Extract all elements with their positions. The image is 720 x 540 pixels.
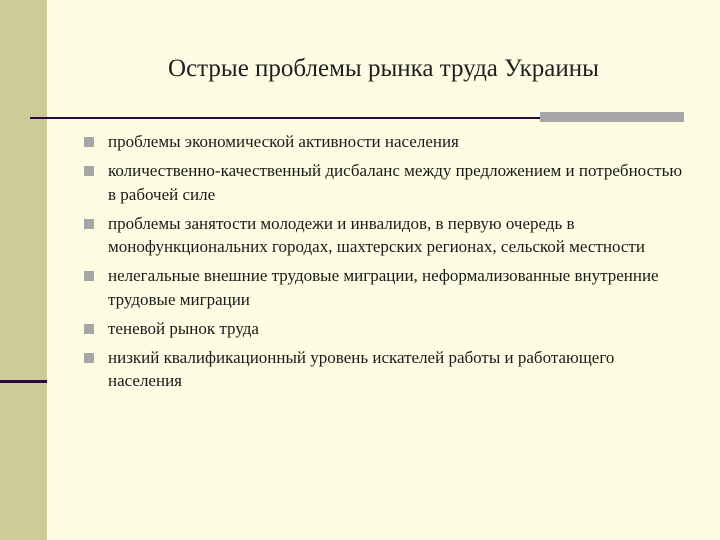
square-bullet-icon xyxy=(84,219,94,229)
square-bullet-icon xyxy=(84,166,94,176)
list-item xyxy=(84,159,684,206)
square-bullet-icon xyxy=(84,324,94,334)
list-item xyxy=(84,130,684,154)
bullet-text: количественно-качественный дисбаланс между предложением и потребностью в рабочей силе xyxy=(108,161,683,204)
square-bullet-icon xyxy=(84,137,94,147)
title-divider-accent xyxy=(540,112,684,122)
bullet-text: нелегальные внешние трудовые миграции, неформализованные внутренние трудовые миграции xyxy=(108,266,659,309)
list-item xyxy=(84,346,684,393)
bullet-list xyxy=(84,130,684,398)
bullet-text: теневой рынок труда xyxy=(108,318,259,338)
square-bullet-icon xyxy=(84,271,94,281)
list-item xyxy=(84,264,684,311)
square-bullet-icon xyxy=(84,353,94,363)
list-item xyxy=(84,317,684,341)
bullet-text: низкий квалификационный уровень искателей работы и работающего населения xyxy=(108,347,615,390)
side-band xyxy=(0,0,47,540)
bullet-text: проблемы занятости молодежи и инвалидов, в первую очередь в монофункциональних городах, шахтерских регионах, сельской местности xyxy=(108,213,645,256)
bullet-text: проблемы экономической активности населения xyxy=(108,132,459,151)
side-accent-line xyxy=(0,380,47,383)
title-divider xyxy=(30,117,540,119)
list-item xyxy=(84,212,684,259)
slide-title: Острые проблемы рынка труда Украины xyxy=(168,55,599,82)
